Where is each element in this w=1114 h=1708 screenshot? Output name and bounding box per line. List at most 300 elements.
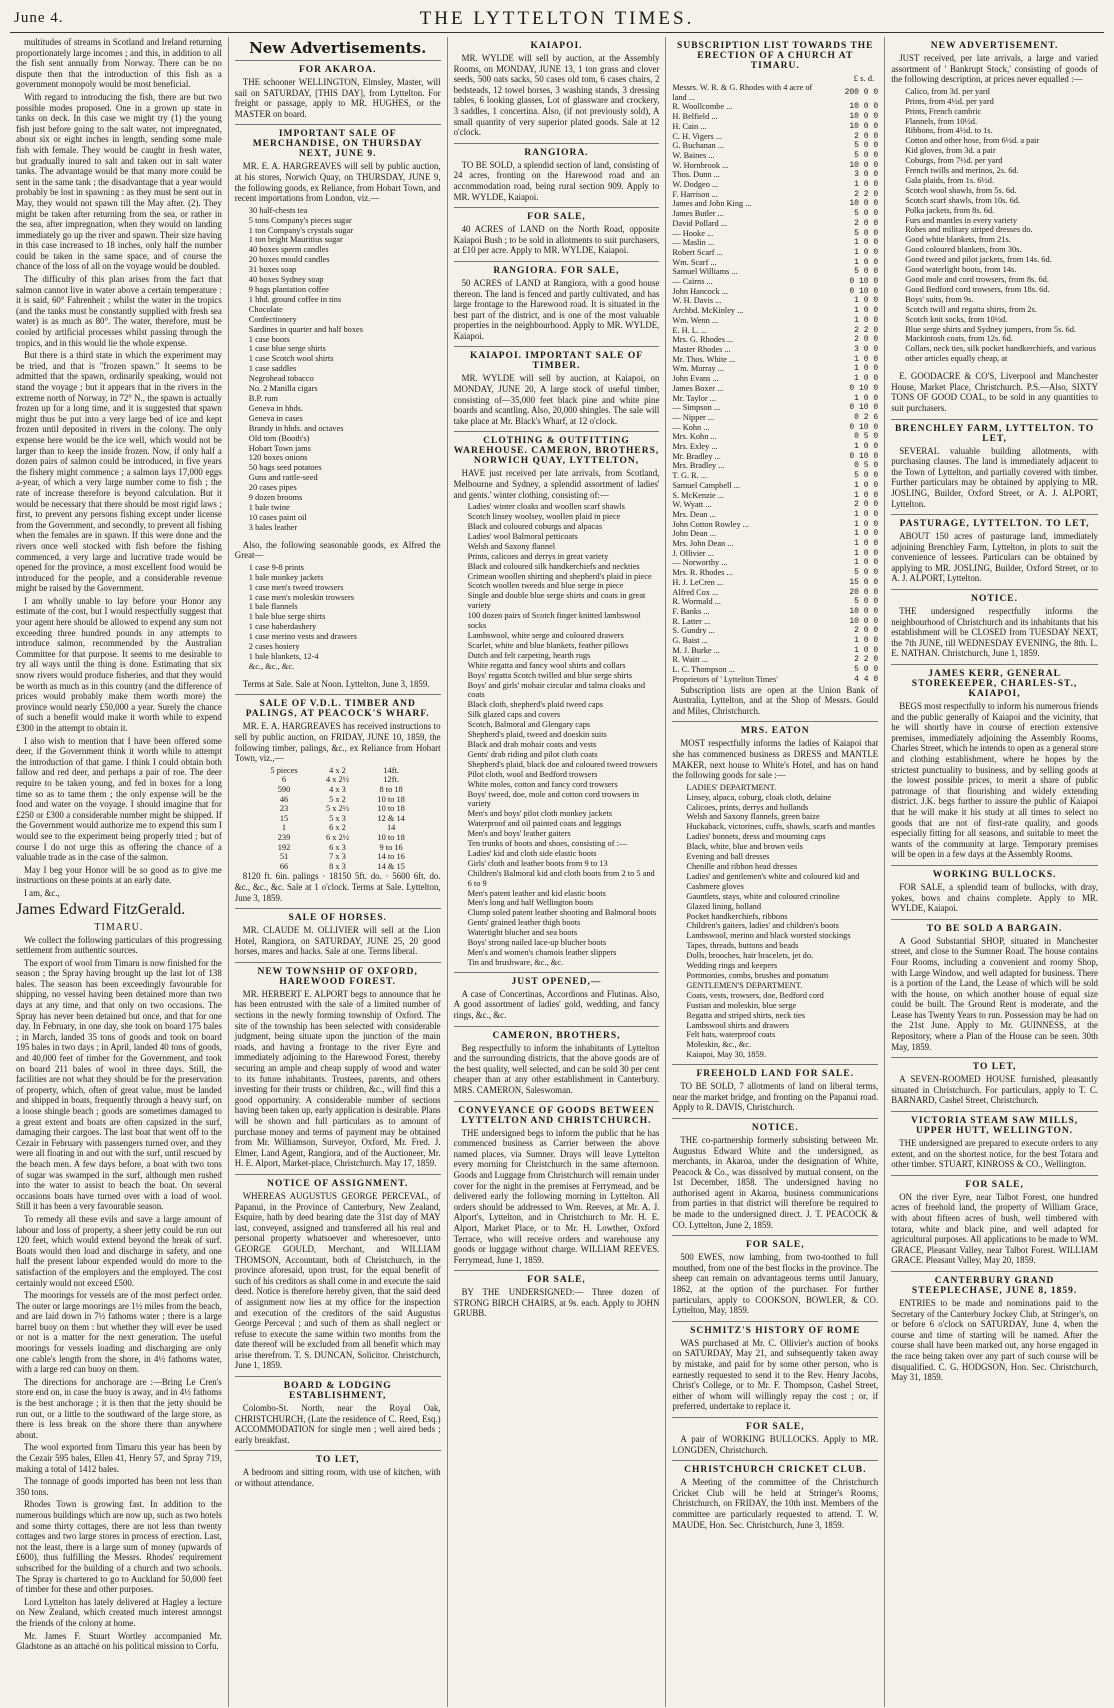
advertisement <box>454 143 660 207</box>
table-cell: 14 & 15 <box>377 861 405 871</box>
list-item: French twills and merinos, 2s. 6d. <box>905 166 1019 176</box>
list-item: Black and coloured coburgs and alpacas <box>467 522 603 532</box>
ad-heading: FOR SALE, <box>527 212 586 223</box>
item-list <box>235 563 441 672</box>
table-row <box>672 364 878 374</box>
ad-body: THE undersigned respectfully informs the neighbourhood of Christchurch and its inhabitants that his establishment will be CLOSED from TUESDAY NEXT, the 7th JUNE, till WEDNESDAY EVENING, the 8th. L. E. NATHAN. Christchurch, June 1, 1859. <box>891 606 1098 659</box>
column-3 <box>448 37 667 1707</box>
ad-heading: IMPORTANT SALE OF MERCHANDISE, ON THURSDAY NEXT, JUNE 9. <box>252 129 423 160</box>
table-row <box>672 83 878 102</box>
ad-body: MR. HERBERT E. ALPORT begs to announce that he has been entrusted with the sale of a limited number of sections in the newly forming township of Oxford. The site of the township has been selected with considerable judgment, being situate upon the junction of the main roads, and having a frontage to the river Eyre and immediately adjoining to the Harewood Forest, thereby securing an ample and cheap supply of wood and water to its future inhabitants. Trustees, parents, and others investing for their trusts or children, &c., will find this a good opportunity. A considerable number of sections having been taken up, early application is desirable. Plans will be shown and full particulars as to amount of purchase money and terms of payment may be obtained from Mr. Williamson, Surveyor, Oxford, Mr. Fred. J. Elmer, Land Agent, Rangiora, and of the Auctioneer, Mr. H. E. Alport, Market-place, Christchurch. May 17, 1859. <box>234 988 441 1169</box>
table-row <box>672 520 878 530</box>
list-item: 9 bags plantation coffee <box>248 285 329 294</box>
table-row <box>672 675 878 685</box>
ad-body: A case of Concertinas, Accordions and Flutinas. Also, A good assortment of ladies' gold, wedding, and fancy rings, &c., &c. <box>453 988 660 1020</box>
table-cell: 239 <box>277 832 291 842</box>
column-5 <box>885 37 1104 1707</box>
subscriber-name: Master Rhodes ... <box>672 344 731 354</box>
table-row <box>672 248 878 258</box>
subscriber-amount: 1 0 0 <box>854 480 879 490</box>
list-item: Ladies' wool Balmoral petticoats <box>467 531 578 541</box>
subscriber-amount: 1 0 0 <box>854 645 879 655</box>
subscriber-name: W. Hornbrook ... <box>672 160 729 170</box>
ad-heading: FREEHOLD LAND FOR SALE. <box>696 1069 855 1080</box>
ad-heading: MRS. EATON <box>740 726 810 737</box>
list-item: Gents' drab riding and pilot cloth coats <box>467 749 598 759</box>
list-item: 1 case men's moleskin trowsers <box>248 592 355 602</box>
subscriber-amount: 5 0 0 <box>854 150 879 160</box>
article-paragraph: I am, &c., <box>24 887 60 898</box>
table-cell: 14 <box>386 823 396 833</box>
subscriber-name: G. Baist ... <box>672 636 708 646</box>
subscription-table <box>672 83 878 685</box>
advertisement <box>454 1026 660 1101</box>
table-row <box>672 345 878 355</box>
ad-heading: NEW ADVERTISEMENT. <box>930 41 1059 51</box>
list-item: Ribbons, from 4½d. to 1s. <box>905 126 993 136</box>
ad-body: ON the river Eyre, near Talbot Forest, one hundred acres of freehold land, the property of William Grace, with about fifteen acres of bush, well timbered with totara, white and black pine, and well adapted for agricultural purposes. All applications to be made to WM. GRACE, Pleasant Valley, near Talbot Forest. WILLIAM GRACE. Pleasant Valley, May 20, 1859. <box>891 1191 1098 1266</box>
subscriber-amount: 1 0 0 <box>854 636 879 646</box>
list-item: 1 ton bright Mauritius sugar <box>248 235 343 245</box>
table-row <box>672 190 878 200</box>
list-item: Silk glazed caps and covers <box>467 710 561 720</box>
list-item: Regatta and striped shirts, neck ties <box>686 1010 806 1020</box>
table-cell: 15 <box>279 813 289 823</box>
subscriber-name: H. Belfield ... <box>672 112 718 122</box>
timber-table <box>255 766 420 872</box>
table-row <box>672 481 878 491</box>
table-cell: 23 <box>279 804 289 814</box>
ad-heading: KAIAPOI. IMPORTANT SALE OF TIMBER. <box>469 351 644 372</box>
subscriber-name: — Cairns ... <box>672 277 713 287</box>
subscriber-name: James and John King ... <box>672 199 752 209</box>
list-item: Negrohead tobacco <box>248 374 314 384</box>
list-item: 1 bale blue serge shirts <box>248 612 326 622</box>
list-item: Gents' grained leather thigh boots <box>467 918 581 928</box>
ad-body: WAS purchased at Mr. C. Ollivier's auction of books on SATURDAY, May 21, and subsequently taken away by mistake, and paid for by some other person, who is earnestly requested to send it to the Rev. Henry Jacobs, Christ's College, or to Mr. F. Thompson, Cashel Street, either of whom will willingly repay the cost ; or, if preferred, undertake to replace it. <box>672 1337 879 1412</box>
list-item: Coats, vests, trowsers, doe, Bedford cord <box>686 990 824 1000</box>
list-item: Clump soled patent leather shooting and Balmoral boots <box>467 908 657 918</box>
subscriber-amount: 5 0 0 <box>854 209 879 219</box>
item-list <box>235 206 441 533</box>
subscriber-amount: 10 0 0 <box>849 112 879 122</box>
list-item: Scotch twill and regatta shirts, from 2s. <box>905 304 1037 314</box>
table-cell: 7 x 3 <box>329 852 346 862</box>
list-item: Huckaback, victorines, cuffs, shawls, scarfs and mantles <box>686 822 876 832</box>
table-row <box>672 413 878 423</box>
ad-heading: SALE OF HORSES. <box>288 913 387 924</box>
subscriber-amount: 1 0 0 <box>854 393 879 403</box>
ad-body: Also, the following seasonable goods, ex Alfred the Great— <box>234 539 441 561</box>
advertisement <box>672 1321 878 1417</box>
list-item: Good tweed and pilot jackets, from 14s. 6d. <box>905 255 1052 265</box>
advertisement <box>891 1111 1098 1175</box>
subscriber-amount: 1 0 0 <box>854 519 879 529</box>
list-item: Welsh and Saxony flannels, green baize <box>686 812 820 822</box>
advertisement <box>235 694 441 908</box>
ad-heading: JUST OPENED,— <box>511 976 602 987</box>
table-row <box>672 355 878 365</box>
table-row <box>672 170 878 180</box>
ad-heading: NOTICE OF ASSIGNMENT. <box>267 1178 409 1189</box>
list-item: Boys' regatta Scotch twilled and blue serge shirts <box>467 670 632 680</box>
table-row <box>672 491 878 501</box>
subscriber-amount: 3 0 0 <box>854 344 879 354</box>
table-row <box>672 539 878 549</box>
list-item: Geneva in cases <box>248 413 303 423</box>
list-item: &c., &c., &c. <box>248 661 295 671</box>
subscriber-name: R. Waitt ... <box>672 655 708 665</box>
ad-body: THE undersigned begs to inform the public that he has commenced business as Carrier between the above named places, via Sumner. Drays will leave Lyttelton every morning for Christchurch in the same afternoon. Goods and Luggage from Christchurch will remain under cover for the night in the premises at Ferrymead, and be delivered early the following morning in Lyttelton. All orders should be addressed to Wm. Reeves, at Mr. A. J. Alport's, Lyttelton, and in Christchurch to Mr. H. E. Alport, Market Place, or to Mr. H. Lowther, Oxford Terrace, who will receive orders and warehouse any goods or luggage without charge. WILLIAM REEVES. Ferrymead, June 1, 1859. <box>453 1127 660 1265</box>
subscriber-amount: 200 0 0 <box>844 87 879 97</box>
ad-heading: SALE OF V.D.L. TIMBER AND PALINGS, AT PEACOCK'S WHARF. <box>245 699 430 720</box>
table-cell: 10 to 18 <box>377 794 405 804</box>
table-row <box>672 238 878 248</box>
advertisement <box>672 721 878 1064</box>
ad-heading: CHRISTCHURCH CRICKET CLUB. <box>684 1465 867 1476</box>
table-cell: 5 x 2 <box>329 794 346 804</box>
list-item: Scotch scarf shawls, from 10s. 6d. <box>905 195 1021 205</box>
list-item: Blue serge shirts and Sydney jumpers, from 5s. 6d. <box>905 324 1077 334</box>
list-item: Calicoes, prints, derrys and hollands <box>686 802 809 812</box>
list-item: Felt hats, waterproof coats <box>686 1030 776 1040</box>
table-row <box>672 102 878 112</box>
list-item: Girls' cloth and leather boots from 9 to 13 <box>467 858 608 868</box>
ad-body: THE undersigned are prepared to execute orders to any extent, and on the shortest notice, for the best Totara and other timber. STUART, KINROSS & CO., Wellington. <box>891 1138 1098 1170</box>
table-row <box>672 432 878 442</box>
ad-heading: JAMES KERR, GENERAL STOREKEEPER, CHARLES-ST., KAIAPOI, <box>911 669 1078 700</box>
subscriber-amount: 1 0 0 <box>854 238 879 248</box>
subscriber-amount: 1 0 0 <box>854 558 879 568</box>
advertisement <box>454 207 660 261</box>
advertisement <box>672 1235 878 1321</box>
table-cell: 12 & 14 <box>377 813 405 823</box>
article-paragraph: Lord Lyttelton has lately delivered at Hagley a lecture on New Zealand, which created much interest amongst the friends of the colony at home. <box>16 1596 222 1628</box>
item-list <box>454 502 660 968</box>
subscriber-amount: 1 0 0 <box>854 247 879 257</box>
list-item: 1 case blue serge shirts <box>248 344 326 354</box>
subscriber-name: — Simpson ... <box>672 403 721 413</box>
advertisement <box>454 431 660 971</box>
advertisement <box>891 1175 1098 1271</box>
subscriber-name: R. Woollcombe ... <box>672 102 733 112</box>
list-item: Kaiapoi, May 30, 1859. <box>686 1050 766 1060</box>
subscriber-amount: 1 0 0 <box>854 354 879 364</box>
ad-body: Beg respectfully to inform the inhabitants of Lyttelton and the surrounding districts, that the above goods are of the best quality, well selected, and can be sold 30 per cent cheaper than at any other establishment in Canterbury. MRS. CAMERON, Saleswoman. <box>453 1042 660 1095</box>
subscriber-amount: 10 0 0 <box>849 199 879 209</box>
subscriber-name: T. G. R. ... <box>672 471 708 481</box>
table-cell: 66 <box>279 861 289 871</box>
subscriber-amount: 4 4 0 <box>854 674 879 684</box>
ad-heading: BRENCHLEY FARM, LYTTELTON. TO LET, <box>895 423 1095 444</box>
list-item: Cotton and other hose, from 6½d. a pair <box>905 136 1040 146</box>
table-cell: 14ft. <box>383 765 399 775</box>
ad-heading: KAIAPOI. <box>530 41 583 51</box>
subscriber-amount: 5 0 0 <box>854 471 879 481</box>
ad-body: 500 EWES, now lambing, from two-toothed to full mouthed, from one of the best flocks in the province. The sheep can remain on advantageous terms until January, 1862, at the option of the purchaser. For further particulars, apply to COOKSON, BOWLER, & CO. Lyttelton, May, 1859. <box>672 1252 879 1316</box>
subscriber-amount: 5 0 0 <box>854 228 879 238</box>
ad-body: A Good Substantial SHOP, situated in Manchester street, and close to the Sumner Road. The house contains Four Rooms, including a convenient and roomy Shop, with Large Window, and well adapted for business. There is a portion of the Land, the Lease of which will be sold with the house, on which another house of equal size could be built. The Ground Rent is moderate, and the Lease has Twenty Years to run. Possession may be had on the 21st June. Apply to Mr. GUINNESS, at the Repository, where a Plan of the House can be seen. 30th May, 1859. <box>891 935 1098 1052</box>
list-item: Shepherd's plaid, black doe and coloured tweed trowsers <box>467 759 658 769</box>
list-item: 1 case 9-8 prints <box>248 562 304 572</box>
ad-heading: CONVEYANCE OF GOODS BETWEEN LYTTELTON AND CHRISTCHURCH. <box>458 1105 655 1126</box>
section-heading-timaru: TIMARU. <box>94 921 144 933</box>
ad-body: A pair of WORKING BULLOCKS. Apply to MR. LONGDEN, Christchurch. <box>672 1433 879 1455</box>
subscriber-amount: 1 0 0 <box>854 364 879 374</box>
ad-body: MR. E. A. HARGREAVES has received instructions to sell by public auction, on FRIDAY, JUNE 10, 1859, the following timber, palings, &c., ex Reliance from Hobart Town, viz.,— <box>234 721 441 764</box>
subscriber-amount: 1 0 0 <box>854 257 879 267</box>
list-item: 1 case men's tweed trowsers <box>248 582 344 592</box>
subscriber-amount: 2 0 0 <box>854 335 879 345</box>
list-item: Good white blankets, from 21s. <box>905 235 1011 245</box>
list-item: 1 ton Company's crystals sugar <box>248 225 354 235</box>
table-row <box>672 306 878 316</box>
list-item: Pocket handkerchiefs, ribbons <box>686 911 788 921</box>
list-item: Black cloth, shepherd's plaid tweed caps <box>467 700 604 710</box>
table-cell: 1 <box>281 823 287 833</box>
table-row <box>672 471 878 481</box>
subscriber-amount: 1 0 0 <box>854 180 879 190</box>
subscriber-name: John Hancock ... <box>672 286 728 296</box>
table-row <box>672 374 878 384</box>
ad-body: THE co-partnership formerly subsisting between Mr. Augustus Edward White and the undersigned, as merchants, in Akaroa, under the designation of White, Peacock & Co., was dissolved by mutual consent, on the 1st December, 1858. The undersigned having no authorised agent in Akaroa, business communications from parties in that district will therefore be required to be made to the undersigned direct. J. T. PEACOCK & CO. Lyttelton, June 2, 1859. <box>672 1134 879 1230</box>
subscriber-name: W. Baines ... <box>672 150 715 160</box>
table-row <box>255 862 420 872</box>
table-row <box>255 775 420 785</box>
subscriber-name: L. C. Thompson ... <box>672 665 735 675</box>
advertisement <box>235 1376 441 1450</box>
subscriber-name: Mrs. G. Rhodes ... <box>672 335 734 345</box>
ad-body: SEVERAL valuable building allotments, with purchasing clauses. The land is immediately adjacent to the Town of Lyttelton, and partially covered with timber. Further particulars may be obtained by applying to MR. JOSLING, Builder, Oxford Street, or A. J. ALPORT, Lyttelton. <box>891 445 1098 509</box>
subscriber-name: David Pollard ... <box>672 218 728 228</box>
subscriber-amount: 5 0 0 <box>854 141 879 151</box>
subscriber-amount: 0 10 0 <box>849 383 879 393</box>
table-row <box>672 568 878 578</box>
ad-body: A Meeting of the committee of the Christchurch Cricket Club will be held at Stringer's Rooms, Christchurch, on FRIDAY, the 10th inst. Members of the committee are particularly requested to attend. T. W. MAUDE, Hon. Sec. Christchurch, June 3, 1859. <box>672 1477 879 1530</box>
list-item: Waterproof and oil painted coats and leggings <box>467 819 622 829</box>
list-item: Men's and boys' leather gaiters <box>467 829 571 839</box>
list-item: No. 2 Manilla cigars <box>248 384 318 394</box>
list-item: B.P. rum <box>248 393 278 403</box>
ad-heading: FOR AKAROA. <box>298 65 377 75</box>
list-item: Black and drab mohair coats and vests <box>467 739 597 749</box>
list-item: Boys' and girls' mohair circular and talma cloaks and coats <box>467 680 646 700</box>
subscriber-amount: 1 0 0 <box>854 490 879 500</box>
article-paragraph: May I beg your Honor will be so good as to give me instructions on these points at an early date. <box>16 864 222 886</box>
column-4 <box>666 37 885 1707</box>
subscriber-name: F. Banks ... <box>672 606 710 616</box>
list-item: Good waterlight boots, from 14s. <box>905 265 1017 275</box>
article-paragraph: The moorings for vessels are of the most perfect order. The outer or large moorings are 1½ miles from the beach, and are laid down in 7½ fathoms water ; there is a large barrel buoy on them : but whether they will ever be used or not is a matter for the next generation. The useful moorings for vessels loading and discharging are only one cable's length from the shore, in 4½ fathoms water, with a large red can buoy on them. <box>16 1290 222 1375</box>
subscriber-amount: 5 0 0 <box>854 267 879 277</box>
list-item: 20 cases pipes <box>248 483 297 493</box>
subscriber-name: — Norworthy ... <box>672 558 728 568</box>
list-item: Confectionery <box>248 314 297 324</box>
table-row <box>672 607 878 617</box>
table-cell: 14 to 16 <box>377 852 405 862</box>
list-item: 1 case saddles <box>248 364 297 374</box>
ad-heading: CLOTHING & OUTFITTING WAREHOUSE. CAMERON, BROTHERS, NORWICH QUAY, LYTTELTON, <box>453 436 660 467</box>
list-item: 1 case boots <box>248 334 290 344</box>
table-cell: 590 <box>277 784 291 794</box>
table-row <box>672 384 878 394</box>
ad-heading: RANGIORA. FOR SALE, <box>493 265 620 276</box>
subscriber-name: Mr. Bradley ... <box>672 451 721 461</box>
subscriber-name: John Dean ... <box>672 529 716 539</box>
ad-body: Terms at Sale. Sale at Noon. Lyttelton, June 3, 1859. <box>242 678 430 689</box>
subscriber-name: — Hooke ... <box>672 228 714 238</box>
ad-heading: WORKING BULLOCKS. <box>932 869 1057 880</box>
ad-body: MR. CLAUDE M. OLLIVIER will sell at the Lion Hotel, Rangiora, on SATURDAY, JUNE 25, 20 good horses, mares and hacks. Sale at one. Terms liberal. <box>234 925 441 957</box>
advertisement <box>891 419 1098 515</box>
list-item: 40 boxes Sydney soap <box>248 275 324 285</box>
ad-body: FOR SALE, a splendid team of bullocks, with dray, yokes, bows and chains complete. Apply to MR. WYLDE, Kaiapoi. <box>891 881 1098 914</box>
list-item: Mackintosh coats, from 12s. 6d. <box>905 334 1013 344</box>
article-paragraph: The export of wool from Timaru is now finished for the season ; the Spray having brought up the last lot of 138 bales. The season has been exceedingly favourable for shipping, no vessel having been detained more than two days at any time, and that only on two occasions. The Spray has never been detained but once, and that for one day. In February, in one day, she took on board 175 bales ; in March, landed 35 tons of goods and took on board 195 bales in two days ; in April, landed 40 tons of goods, and 40,000 feet of timber for the Government, and took on board 211 bales of wool in three days. Still, the facilities are not what they should be for the preservation of property, which, often of great value, must be landed and shipped in boats, frequently through a heavy surf, on a loose shingle beach ; goods are sometimes damaged to a great extent and boats are often capsized in the surf, damaging their cargoes. The last boat that went off to the Cezair in February with passengers turned over, and they were all floating in and out with the surf, until rescued by the beach men. A few days before, a boat with two tons of sugar was swamped in the surf, although men rushed into the water to assist to beach the boat. On several occasions boats have turned over with a load of wool. Still it has been a very favourable season. <box>16 957 222 1212</box>
table-row <box>672 394 878 404</box>
list-item: White regatta and fancy wool shirts and collars <box>467 660 626 670</box>
subscriber-amount: 2 0 0 <box>854 500 879 510</box>
list-item: 3 bales leather <box>248 522 298 532</box>
advertisement <box>454 37 660 143</box>
subscriber-amount: 2 2 0 <box>854 325 879 335</box>
list-item: Dutch and felt carpeting, hearth rugs <box>467 650 591 660</box>
table-row <box>672 326 878 336</box>
ad-body: WHEREAS AUGUSTUS GEORGE PERCEVAL, of Papanui, in the Province of Canterbury, New Zealand, Esquire, hath by deed bearing date the 31st day of MAY last, conveyed, assigned and transferred all his real and personal property whatsoever and wheresoever, unto GEORGE GOULD, Merchant, and WILLIAM THOMSON, Accountant, both of Christchurch, in the province aforesaid, upon trust, for the equal benefit of such of his creditors as shall come in and execute the said deed. Notice is therefore hereby given, that the said deed of assignment now lies at my office for the inspection and execution of the creditors of the said Augustus George Perceval ; and such of them as shall neglect or refuse to execute the same within two months from the date thereof will be excluded from all benefit which may arise therefrom. T. S. DUNCAN, Solicitor. Christchurch, June 1, 1859. <box>234 1190 441 1371</box>
table-cell: 6 x 2½ <box>325 832 349 842</box>
table-row <box>672 229 878 239</box>
list-item: Tin and brushware, &c., &c. <box>467 957 564 967</box>
subscriber-amount: 2 0 0 <box>854 218 879 228</box>
subscriber-amount: 0 2 6 <box>854 412 879 422</box>
subscriber-amount: 10 0 0 <box>849 121 879 131</box>
ad-heading: NOTICE. <box>751 1122 799 1133</box>
subscription-list <box>672 37 878 721</box>
subscriber-name: F. Harrison ... <box>672 189 718 199</box>
subscriber-name: M. J. Burke ... <box>672 645 720 655</box>
list-item: 100 dozen pairs of Scotch finger knitted lambswool socks <box>467 611 641 631</box>
article-paragraph: Rhodes Town is growing fast. In addition to the numerous buildings which are now up, such as two hotels and some thirty cottages, there are not less than twenty cottages and two large stores in process of erection. Last, not the least, there is a large sum of money (upwards of £600), thus fulfilling the Messrs. Rhodes' requirement subscribed for the building of a church and two schools. The Spray is chartered to go to Auckland for 50,000 feet of timber for these and other purposes. <box>16 1499 222 1595</box>
table-row <box>672 423 878 433</box>
list-item: 2 cases hosiery <box>248 642 300 652</box>
subscriber-amount: 1 0 0 <box>854 306 879 316</box>
list-item: Boys' strong nailed lace-up blucher boots <box>467 938 607 948</box>
table-row <box>672 403 878 413</box>
list-item: Furs and mantles in every variety <box>905 215 1018 225</box>
list-item: Welsh and Saxony flannel <box>467 541 556 551</box>
list-item: Coburgs, from 7½d. per yard <box>905 156 1003 166</box>
advertisement <box>672 1118 878 1235</box>
table-row <box>672 636 878 646</box>
table-row <box>672 151 878 161</box>
list-item: 9 dozen brooms <box>248 493 303 503</box>
ad-heading: BOARD & LODGING ESTABLISHMENT, <box>283 1381 392 1402</box>
subscriber-name: Mrs. R. Rhodes ... <box>672 568 733 578</box>
subscriber-amount: 3 0 0 <box>854 170 879 180</box>
subscriber-amount: 0 5 0 <box>854 432 879 442</box>
list-item: Watertight blucher and sea boots <box>467 928 578 938</box>
subscriber-name: Wm. Murray ... <box>672 364 725 374</box>
ad-body: BY THE UNDERSIGNED:— Three dozen of STRONG BIRCH CHAIRS, at 9s. each. Apply to JOHN GRUBB. <box>453 1287 660 1319</box>
list-item: Ten trunks of boots and shoes, consisting of :— <box>467 839 628 849</box>
list-item: Children's Balmoral kid and cloth boots from 2 to 5 and 6 to 9 <box>467 868 655 888</box>
table-row <box>672 132 878 142</box>
subscriber-name: Wm. Scarf ... <box>672 257 717 267</box>
list-item: Collars, neck ties, silk pocket handkerchiefs, and various other articles equally cheap, at <box>905 344 1096 364</box>
ad-body: 40 ACRES of LAND on the North Road, opposite Kaiapoi Bush ; to be sold in allotments to suit purchasers, at £10 per acre. Apply to MR. WYLDE, Kaiapoi. <box>453 224 660 256</box>
list-item: Prints, calicoes and derrys in great variety <box>467 551 609 561</box>
subscriber-amount: 10 0 0 <box>849 616 879 626</box>
table-cell: 46 <box>279 794 289 804</box>
list-item: Scotch linsey woolsey, woollen plaid in piece <box>467 512 621 522</box>
ad-body: JUST received, per late arrivals, a large and varied assortment of ' Bankrupt Stock,' consisting of goods of the following description, at prices never equalled :— <box>891 53 1098 85</box>
subscriber-name: J. Ollivier ... <box>672 548 714 558</box>
subscriber-name: — Nipper ... <box>672 412 715 422</box>
ad-heading: FOR SALE, <box>965 1179 1024 1190</box>
columns <box>10 37 1104 1707</box>
list-item: Wedding rings and keepers <box>686 961 778 971</box>
advertisement <box>891 37 1098 368</box>
table-row <box>672 180 878 190</box>
advertisement <box>235 60 441 124</box>
advertisement <box>235 908 441 962</box>
list-item: 30 half-chests tea <box>248 205 308 215</box>
table-cell: 4 x 2 <box>329 765 346 775</box>
currency-header: £ s. d. <box>853 73 875 83</box>
list-item: Men's patent leather and kid elastic boots <box>467 888 606 898</box>
advertisement <box>891 589 1098 664</box>
table-row <box>255 814 420 824</box>
table-row <box>672 219 878 229</box>
advertisement <box>891 368 1098 418</box>
ad-heading: CAMERON, BROTHERS, <box>492 1030 621 1041</box>
subscriber-amount: 10 0 0 <box>849 606 879 616</box>
table-cell: 6 <box>281 775 287 785</box>
list-item: Men's and boys' pilot cloth monkey jackets <box>467 809 613 819</box>
list-item: Kid gloves, from 3d. a pair <box>905 146 996 156</box>
list-item: Scotch wool shawls, from 5s. 6d. <box>905 185 1017 195</box>
list-item: Dolls, brooches, hair bracelets, jet do. <box>686 951 814 961</box>
advertisement <box>454 261 660 347</box>
table-cell: 5 pieces <box>270 765 298 775</box>
table-cell: 10 to 18 <box>377 804 405 814</box>
list-item: 1 bale flannels <box>248 602 298 612</box>
advertisement <box>891 1057 1098 1111</box>
list-item: Prints, from 4½d. per yard <box>905 96 994 106</box>
table-row <box>255 795 420 805</box>
list-item: Lambswool, white serge and coloured drawers <box>467 631 624 640</box>
list-item: Ladies' and gentlemen's white and coloured kid and Cashmere gloves <box>686 871 860 891</box>
subscriber-amount: 0 5 0 <box>854 461 879 471</box>
list-item: Scotch, Balmoral and Glengary caps <box>467 720 591 730</box>
ad-heading: FOR SALE, <box>745 1421 805 1432</box>
subscriber-amount: 1 0 0 <box>854 548 879 558</box>
ad-body: E. GOODACRE & CO'S, Liverpool and Manchester House, Market Place, Christchurch. P.S.—Also, SIXTY TONS OF GOOD COAL, to be sold in any quantities to suit purchasers. <box>891 371 1098 413</box>
list-item: 1 bale blankets, 12-4 <box>248 652 319 661</box>
ad-heading: CANTERBURY GRAND STEEPLECHASE, JUNE 8, 1859. <box>911 1275 1078 1296</box>
table-row <box>255 843 420 853</box>
ad-body: Colombo-St. North, near the Royal Oak, CHRISTCHURCH, (Late the residence of C. Reed, Esq.) ACCOMMODATION for single men ; well aired beds ; early breakfast. <box>234 1403 441 1445</box>
table-cell: 10 to 18 <box>377 832 405 842</box>
list-item: 31 boxes soap <box>248 265 297 275</box>
subscriber-amount: 1 0 0 <box>854 442 879 452</box>
ad-body: MR. E. A. HARGREAVES will sell by public auction, at his stores, Norwich Quay, on THURSDAY, JUNE 9, the following goods, ex Reliance, from Hobart Town, and recent importations from London, viz.— <box>234 161 441 204</box>
table-row <box>672 617 878 627</box>
advertisement <box>672 1460 878 1535</box>
ad-body: ENTRIES to be made and nominations paid to the Secretary of the Canterbury Jockey Club, at Stringer's, on or before 6 o'clock on SATURDAY, June 4, when the course and time of starting will be named. After the course shall have been marked out, any horse engaged in the race being taken over any part of such course will be disqualified. C. G. HODGSON, Hon. Sec. Christchurch, May 31, 1859. <box>891 1297 1098 1383</box>
table-row <box>672 597 878 607</box>
list-item: Old tom (Booth's) <box>248 433 310 443</box>
